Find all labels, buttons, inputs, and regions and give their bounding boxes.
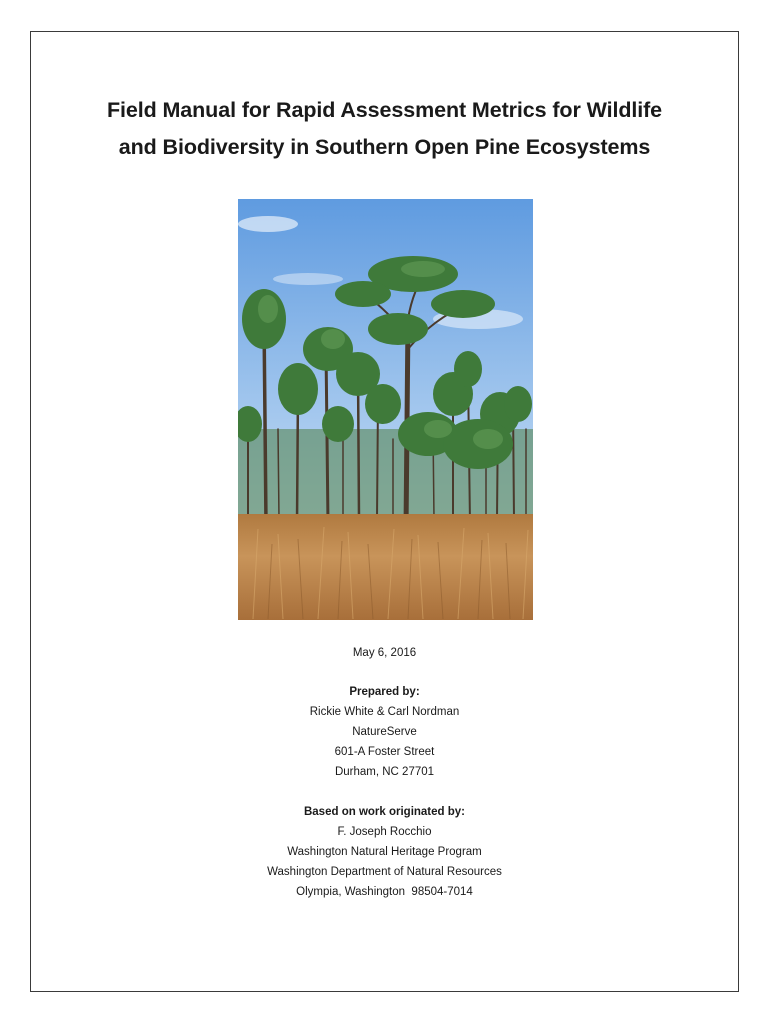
olympia-address: Olympia, Washington 98504-7014 [296, 886, 473, 898]
organization: NatureServe [352, 726, 417, 738]
street-address: 601-A Foster Street [334, 746, 435, 758]
document-title [30, 92, 739, 166]
title-line-1: Field Manual for Rapid Assessment Metrics for Wildlife [106, 98, 663, 122]
city-state-zip: Durham, NC 27701 [334, 766, 435, 778]
authors: Rickie White & Carl Nordman [309, 706, 460, 718]
pine-savanna-illustration [238, 199, 533, 620]
prepared-by-heading: Prepared by: [349, 686, 420, 698]
heritage-program: Washington Natural Heritage Program [287, 846, 482, 858]
based-on-block [30, 802, 739, 902]
prepared-by-block [30, 682, 739, 782]
original-author: F. Joseph Rocchio [337, 826, 432, 838]
based-on-heading: Based on work originated by: [303, 806, 466, 818]
date-block [30, 643, 739, 663]
title-line-2: and Biodiversity in Southern Open Pine Ecosystems [118, 135, 651, 159]
publication-date: May 6, 2016 [352, 647, 417, 659]
cover-photo [238, 199, 533, 620]
department: Washington Department of Natural Resources [267, 866, 502, 878]
